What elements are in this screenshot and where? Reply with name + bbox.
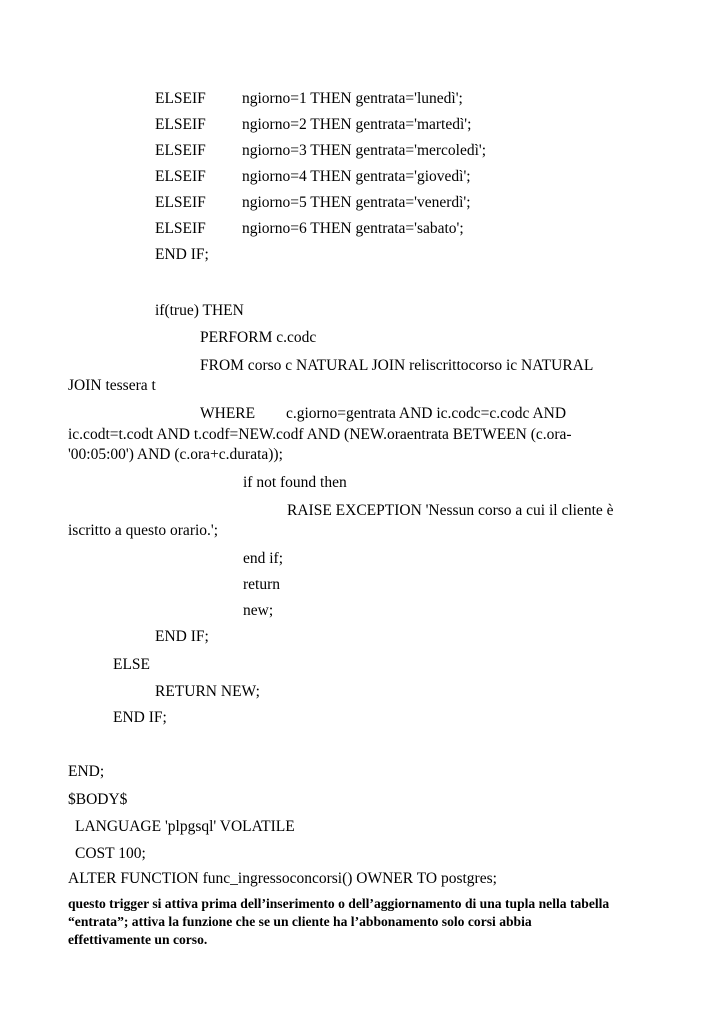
elseif-keyword: ELSEIF xyxy=(155,116,206,133)
code-line-return-new: RETURN NEW; xyxy=(155,683,260,700)
elseif-condition: ngiorno=1 THEN gentrata='lunedì'; xyxy=(242,90,463,107)
elseif-condition: ngiorno=2 THEN gentrata='martedì'; xyxy=(242,116,472,133)
code-line-end-if: END IF; xyxy=(113,709,167,726)
code-line-from-cont: JOIN tessera t xyxy=(68,377,156,394)
trigger-description: “entrata”; attiva la funzione che se un cliente ha l’abbonamento solo corsi abbia xyxy=(68,914,532,929)
elseif-keyword: ELSEIF xyxy=(155,194,206,211)
code-line-cost: COST 100; xyxy=(75,845,146,862)
code-line-body: $BODY$ xyxy=(68,791,128,808)
trigger-description: questo trigger si attiva prima dell’inserimento o dell’aggiornamento di una tupla nella tabella xyxy=(68,896,610,911)
code-line-return: return xyxy=(243,576,281,593)
elseif-keyword: ELSEIF xyxy=(155,168,206,185)
code-line-raise-cont: iscritto a questo orario.'; xyxy=(68,522,219,539)
elseif-condition: ngiorno=3 THEN gentrata='mercoledì'; xyxy=(242,142,487,159)
code-line-end-if: END IF; xyxy=(155,628,209,645)
elseif-keyword: ELSEIF xyxy=(155,142,206,159)
code-line-end: END; xyxy=(68,763,105,780)
code-line-where-cont: ic.codt=t.codt AND t.codf=NEW.codf AND (NEW.oraentrata BETWEEN (c.ora- xyxy=(68,426,572,443)
code-line-perform: PERFORM c.codc xyxy=(200,329,317,346)
code-line-else: ELSE xyxy=(113,656,151,673)
code-line-if-not-found: if not found then xyxy=(243,474,347,491)
code-line-if-true: if(true) THEN xyxy=(155,302,244,319)
code-line-where-keyword: WHERE xyxy=(200,405,256,422)
code-line-end-if: end if; xyxy=(243,550,284,567)
elseif-condition: ngiorno=5 THEN gentrata='venerdì'; xyxy=(242,194,471,211)
code-line-new: new; xyxy=(243,602,274,619)
elseif-keyword: ELSEIF xyxy=(155,220,206,237)
code-line-where-cont: '00:05:00') AND (c.ora+c.durata)); xyxy=(68,446,283,463)
code-line-end-if: END IF; xyxy=(155,246,209,263)
code-line-where: c.giorno=gentrata AND ic.codc=c.codc AND xyxy=(286,405,567,422)
elseif-condition: ngiorno=4 THEN gentrata='giovedì'; xyxy=(242,168,471,185)
elseif-keyword: ELSEIF xyxy=(155,90,206,107)
code-line-from: FROM corso c NATURAL JOIN reliscrittocorso ic NATURAL xyxy=(200,357,594,374)
elseif-condition: ngiorno=6 THEN gentrata='sabato'; xyxy=(242,220,464,237)
code-line-raise: RAISE EXCEPTION 'Nessun corso a cui il cliente è xyxy=(287,502,614,519)
code-line-alter-function: ALTER FUNCTION func_ingressoconcorsi() OWNER TO postgres; xyxy=(68,870,497,887)
code-line-language: LANGUAGE 'plpgsql' VOLATILE xyxy=(75,818,295,835)
trigger-description: effettivamente un corso. xyxy=(68,932,208,947)
